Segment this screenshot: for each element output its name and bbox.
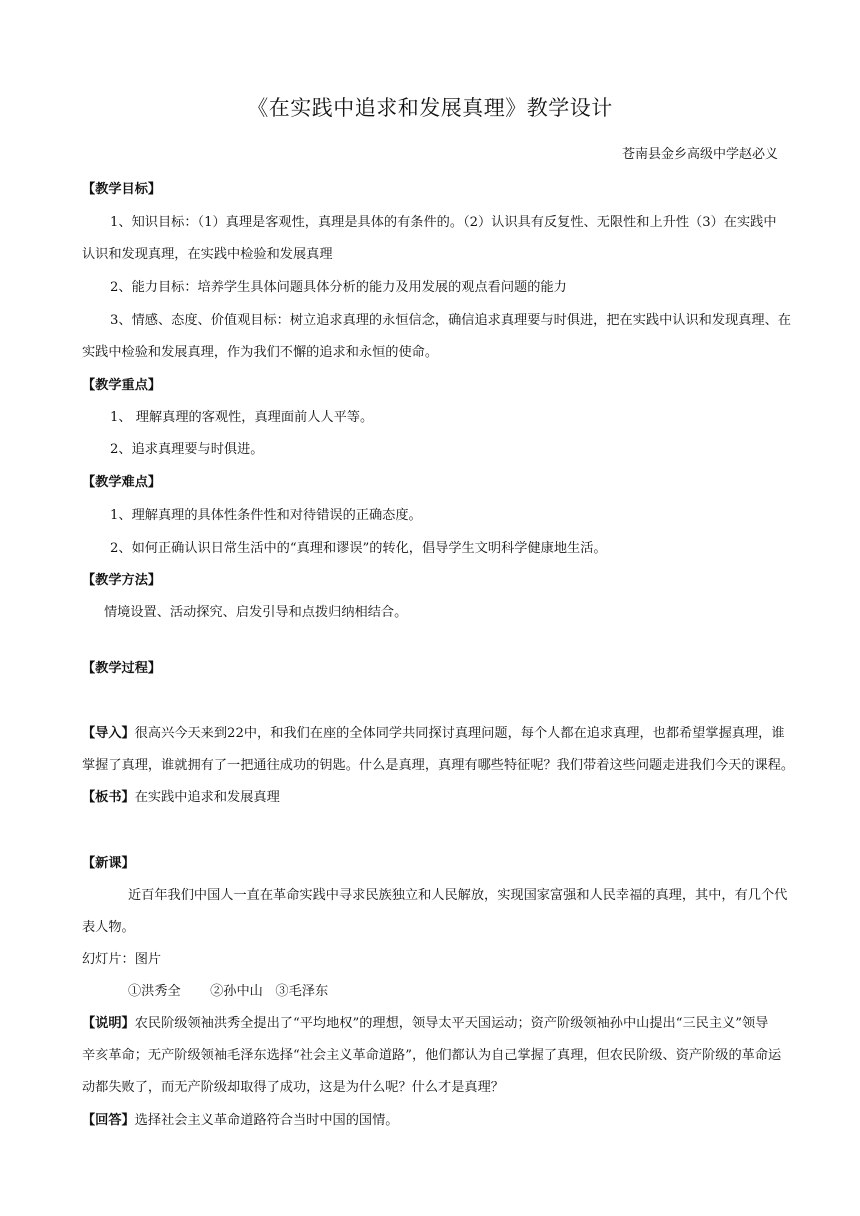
process-heading: 【教学过程】 <box>82 661 162 676</box>
newlesson-heading: 【新课】 <box>82 856 135 871</box>
objective-item-3-line-2: 实践中检验和发展真理，作为我们不懈的追求和永恒的使命。 <box>82 345 439 360</box>
objective-item-1-line-2: 认识和发现真理，在实践中检验和发展真理 <box>82 247 333 262</box>
difficulty-item-1: 1、理解真理的具体性条件性和对待错误的正确态度。 <box>110 508 422 523</box>
newlesson-line-1: 近百年我们中国人一直在革命实践中寻求民族独立和人民解放，实现国家富强和人民幸福的真理，其中，有几个代 <box>128 888 788 903</box>
explain-text-1: 农民阶级领袖洪秀全提出了“平均地权”的理想，领导太平天国运动；资产阶级领袖孙中山提出“三民主义”领导 <box>134 1016 769 1031</box>
difficulty-item-2: 2、如何正确认识日常生活中的“真理和谬误”的转化，倡导学生文明科学健康地生活。 <box>110 541 607 556</box>
newlesson-line-2: 表人物。 <box>82 920 135 935</box>
document-title: 《在实践中追求和发展真理》教学设计 <box>247 96 613 120</box>
author-line: 苍南县金乡高级中学赵必义 <box>621 147 778 162</box>
intro-label: 【导入】 <box>82 726 135 741</box>
answer-line <box>82 1109 782 1128</box>
slide-label: 幻灯片：图片 <box>82 952 162 967</box>
explain-line-3: 动都失败了，而无产阶级却取得了成功，这是为什么呢？什么才是真理？ <box>82 1080 504 1095</box>
figures-list: ①洪秀全 ②孙中山 ③毛泽东 <box>128 984 329 999</box>
keypoint-item-1: 1、 理解真理的客观性，真理面前人人平等。 <box>110 410 374 425</box>
intro-line-2: 掌握了真理，谁就拥有了一把通往成功的钥匙。什么是真理，真理有哪些特征呢？我们带着这些问题走进我们今天的课程。 <box>82 758 795 773</box>
objective-item-3-line-1: 3、情感、态度、价值观目标：树立追求真理的永恒信念，确信追求真理要与时俱进，把在实践中认识和发现真理、在 <box>110 313 791 328</box>
keypoint-item-2: 2、追求真理要与时俱进。 <box>110 442 264 457</box>
objective-item-2: 2、能力目标：培养学生具体问题具体分析的能力及用发展的观点看问题的能力 <box>110 280 567 295</box>
board-line <box>82 786 782 805</box>
explain-line-1 <box>82 1012 782 1031</box>
board-text: 在实践中追求和发展真理 <box>134 790 280 805</box>
intro-text-1: 很高兴今天来到22中，和我们在座的全体同学共同探讨真理问题，每个人都在追求真理，也都希望掌握真理，谁 <box>134 726 785 741</box>
explain-line-2: 辛亥革命；无产阶级领袖毛泽东选择“社会主义革命道路”，他们都认为自己掌握了真理，但农民阶级、资产阶级的革命运 <box>82 1048 782 1063</box>
explain-label: 【说明】 <box>82 1016 135 1031</box>
methods-heading: 【教学方法】 <box>82 573 162 588</box>
intro-line-1 <box>82 722 785 741</box>
keypoints-heading: 【教学重点】 <box>82 378 162 393</box>
objective-item-1-line-1: 1、知识目标：（1）真理是客观性，真理是具体的有条件的。（2）认识具有反复性、无限性和上升性（3）在实践中 <box>110 215 777 230</box>
difficulties-heading: 【教学难点】 <box>82 475 162 490</box>
board-label: 【板书】 <box>82 790 135 805</box>
answer-text: 选择社会主义革命道路符合当时中国的国情。 <box>134 1113 399 1128</box>
methods-text: 情境设置、活动探究、启发引导和点拨归纳相结合。 <box>104 605 408 620</box>
answer-label: 【回答】 <box>82 1113 135 1128</box>
objectives-heading: 【教学目标】 <box>82 182 162 197</box>
